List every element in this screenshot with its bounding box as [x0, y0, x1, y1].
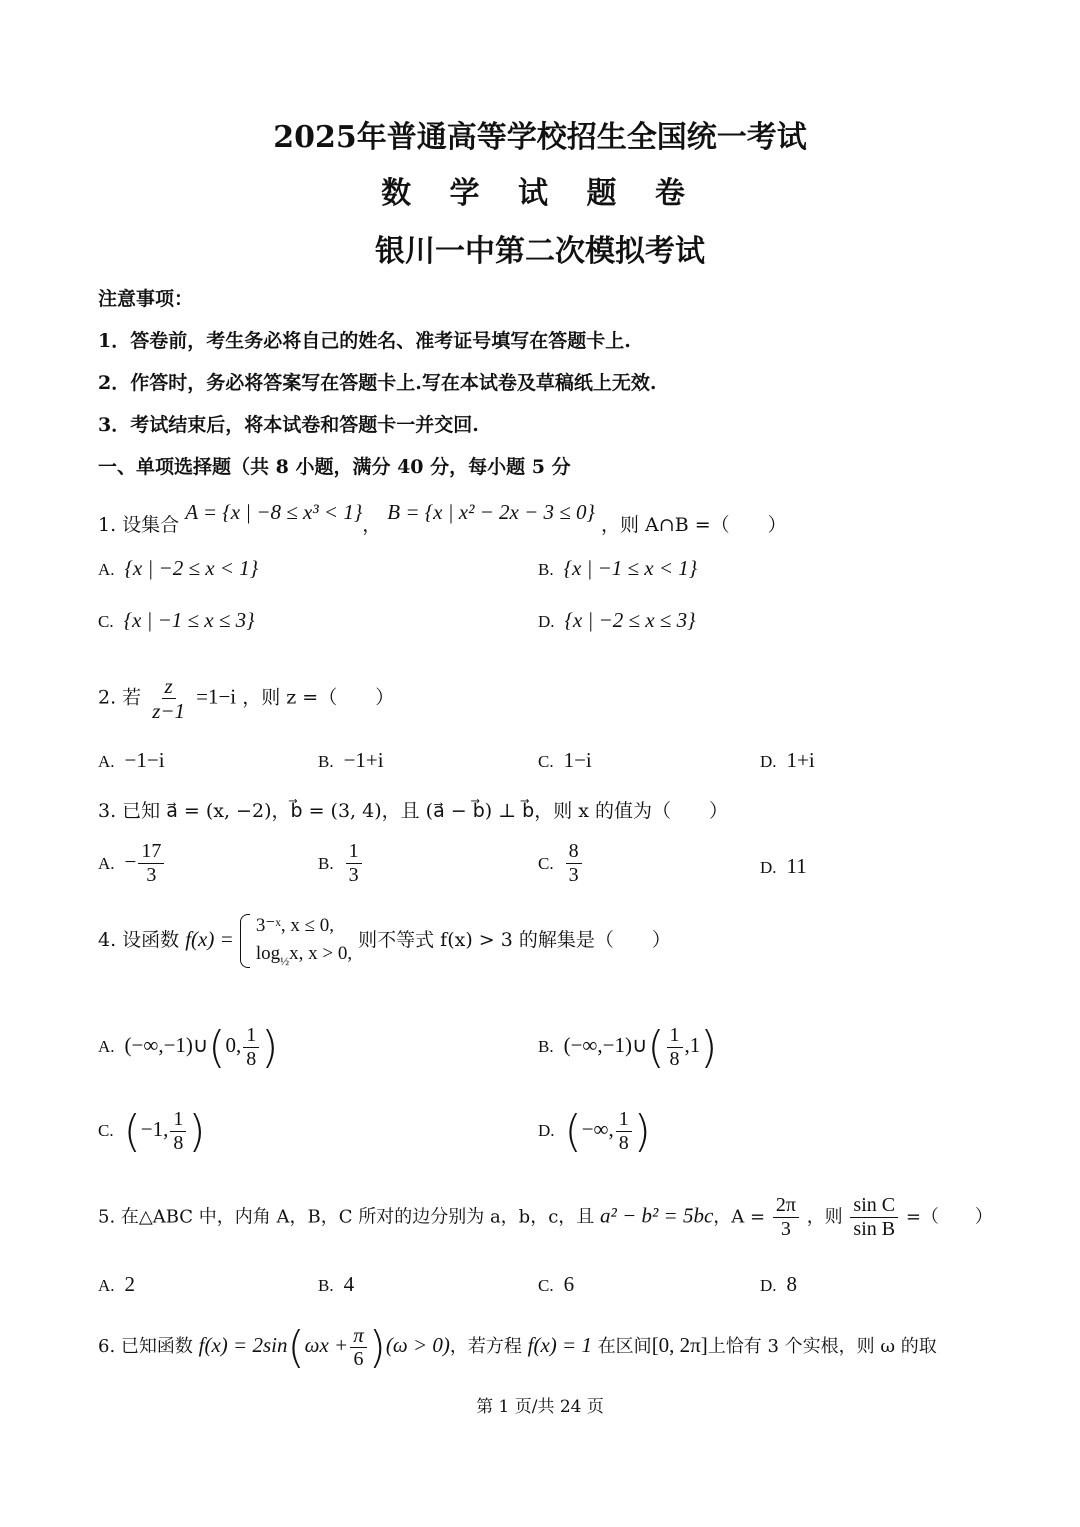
- q2-option-a[interactable]: [98, 748, 165, 773]
- option-label: A.: [98, 1037, 115, 1056]
- q5-ratio-fraction: [850, 1194, 898, 1241]
- option-label: D.: [760, 858, 777, 877]
- q6-inner: ωx +: [304, 1333, 349, 1357]
- fraction-denominator: 3: [348, 864, 359, 886]
- q4-option-d[interactable]: [538, 1106, 651, 1157]
- q1-set-b: B = {x | x² − 2x − 3 ≤ 0}: [387, 500, 595, 524]
- q1-option-c[interactable]: [98, 608, 255, 633]
- option-label: D.: [760, 1276, 777, 1295]
- q4-option-b[interactable]: [538, 1022, 717, 1073]
- right-paren: ): [188, 1106, 206, 1157]
- option-label: C.: [538, 853, 554, 873]
- q5-option-a[interactable]: [98, 1272, 135, 1297]
- left-paren: (: [208, 1022, 226, 1073]
- option-fraction: [346, 840, 362, 887]
- left-brace: [240, 914, 250, 968]
- left-paren: (: [123, 1106, 141, 1157]
- option-text: {x | −2 ≤ x ≤ 3}: [564, 608, 696, 632]
- log-text: log: [255, 942, 281, 964]
- q1-option-a[interactable]: [98, 556, 258, 581]
- q2-suffix: ，则 z =（ ）: [242, 686, 395, 709]
- fraction-denominator: 6: [353, 1348, 364, 1371]
- option-label: B.: [538, 560, 554, 579]
- q3-option-a[interactable]: [98, 840, 166, 887]
- section-heading: 一、单项选择题（共 8 小题，满分 40 分，每小题 5 分: [98, 456, 571, 478]
- exam-school: 银川一中第二次模拟考试: [375, 234, 705, 269]
- q4-piecewise: [240, 912, 352, 970]
- right-paren: ): [700, 1022, 718, 1073]
- q4-prefix: 4. 设函数: [98, 928, 180, 951]
- q1-set-a: A = {x | −8 ≤ x³ < 1}: [185, 500, 363, 524]
- option-label: B.: [318, 853, 334, 873]
- option-text: 8: [786, 1272, 798, 1296]
- question-1: 1. 设集合 A = {x | −8 ≤ x³ < 1}， B = {x | x² − 2x − 3 ≤ 0} ，则 A∩B =（ ）: [98, 500, 787, 536]
- notice-item-1: 1．答卷前，考生务必将自己的姓名、准考证号填写在答题卡上.: [98, 330, 631, 352]
- option-text: 11: [786, 854, 807, 878]
- left-paren: (: [564, 1106, 582, 1157]
- q5-equation: a² − b² = 5bc: [600, 1203, 714, 1228]
- q6-prefix: 6. 已知函数: [98, 1336, 193, 1357]
- option-text: 1+i: [786, 748, 815, 772]
- fraction-numerator: 17: [138, 840, 164, 864]
- option-fraction: [170, 1108, 186, 1155]
- option-fraction: [243, 1024, 259, 1071]
- q2-option-d[interactable]: [760, 748, 815, 773]
- left-paren: (: [647, 1022, 665, 1073]
- q6-equation: f(x) = 1: [527, 1333, 592, 1357]
- option-label: D.: [538, 612, 555, 631]
- option-lead: −∞,: [581, 1117, 614, 1141]
- option-text: −1+i: [343, 748, 384, 772]
- fraction-denominator: 8: [669, 1047, 680, 1070]
- q6-interval: [0, 2π]: [651, 1333, 708, 1357]
- q5-prefix: 5. 在△ABC 中，内角 A，B，C 所对的边分别为 a，b，c，且: [98, 1206, 595, 1228]
- question-6: [98, 1322, 937, 1373]
- option-label: A.: [98, 853, 115, 873]
- fraction-numerator: 1: [170, 1108, 186, 1132]
- option-text: 6: [563, 1272, 575, 1296]
- option-text: 2: [124, 1272, 136, 1296]
- log-rest: x, x > 0,: [289, 942, 353, 964]
- q3-option-b[interactable]: [318, 840, 364, 887]
- q6-mid2: 在区间: [597, 1336, 652, 1357]
- option-text: 4: [343, 1272, 355, 1296]
- question-3: 3. 已知 a⃗ = (x, −2)，b⃗ = (3, 4)，且 (a⃗ − b⃗) ⊥ b⃗，则 x 的值为（ ）: [98, 800, 728, 822]
- fraction-denominator: 3: [780, 1218, 791, 1240]
- q1-suffix: ，则 A∩B =（ ）: [601, 514, 787, 536]
- q6-pi-fraction: [350, 1323, 367, 1371]
- fraction-numerator: 1: [616, 1108, 632, 1132]
- option-label: C.: [538, 1276, 554, 1295]
- option-fraction: [667, 1024, 683, 1071]
- option-prefix: (−∞,−1)∪: [563, 1033, 648, 1057]
- notice-heading: 注意事项：: [98, 288, 194, 310]
- fraction-denominator: 3: [146, 864, 157, 886]
- option-label: C.: [538, 752, 554, 771]
- option-label: B.: [318, 752, 334, 771]
- option-lead: 0,: [225, 1033, 242, 1057]
- fraction-numerator: 8: [566, 840, 582, 864]
- option-text: {x | −1 ≤ x ≤ 3}: [123, 608, 255, 632]
- option-label: A.: [98, 1276, 115, 1295]
- q5-angle-fraction: [773, 1194, 799, 1241]
- left-paren: (: [287, 1322, 305, 1373]
- notice-item-3: 3．考试结束后，将本试卷和答题卡一并交回.: [98, 414, 479, 436]
- q3-option-d[interactable]: [760, 854, 807, 879]
- q5-then: ，则: [806, 1206, 843, 1228]
- question-5: [98, 1194, 993, 1241]
- option-label: B.: [318, 1276, 334, 1295]
- q4-option-a[interactable]: [98, 1022, 278, 1073]
- q4-case-2: [256, 940, 352, 970]
- fraction-denominator: sin B: [853, 1218, 896, 1240]
- option-label: A.: [98, 560, 115, 579]
- exam-title: 2025年普通高等学校招生全国统一考试: [273, 120, 807, 155]
- option-text: 1−i: [563, 748, 592, 772]
- fraction-denominator: z−1: [152, 699, 186, 724]
- q3-option-c[interactable]: [538, 840, 584, 887]
- option-fraction: [138, 840, 164, 887]
- question-2: [98, 674, 394, 723]
- q6-condition: (ω > 0): [385, 1333, 450, 1357]
- fraction-numerator: 2π: [773, 1194, 799, 1218]
- q5-option-c[interactable]: [538, 1272, 574, 1297]
- fraction-numerator: 1: [346, 840, 362, 864]
- option-sign: −: [124, 849, 137, 874]
- fraction-numerator: 1: [667, 1024, 683, 1048]
- q6-suffix: 上恰有 3 个实根，则 ω 的取: [707, 1336, 937, 1357]
- exam-subtitle: 数 学 试 题 卷: [381, 176, 699, 211]
- right-paren: ): [633, 1106, 651, 1157]
- option-label: C.: [98, 612, 114, 631]
- q5-option-b[interactable]: [318, 1272, 354, 1297]
- q1-option-d[interactable]: [538, 608, 695, 633]
- q4-option-c[interactable]: [98, 1106, 206, 1157]
- q2-option-b[interactable]: [318, 748, 384, 773]
- q1-prefix: 1. 设集合: [98, 514, 180, 536]
- log-base: ½: [280, 953, 290, 968]
- right-paren: ): [261, 1022, 279, 1073]
- fraction-denominator: 8: [246, 1047, 257, 1070]
- option-post: ,1: [684, 1033, 701, 1057]
- right-paren: ): [368, 1322, 386, 1373]
- fraction-numerator: 1: [243, 1024, 259, 1048]
- q2-fraction: [149, 674, 188, 723]
- option-text: −1−i: [124, 748, 165, 772]
- q1-option-b[interactable]: [538, 556, 697, 581]
- option-label: B.: [538, 1037, 554, 1056]
- q5-a-eq: ，A =: [713, 1206, 766, 1228]
- option-fraction: [616, 1108, 632, 1155]
- fraction-denominator: 8: [618, 1131, 629, 1154]
- q5-option-d[interactable]: [760, 1272, 797, 1297]
- option-text: {x | −1 ≤ x < 1}: [563, 556, 698, 580]
- option-label: C.: [98, 1121, 114, 1140]
- q4-fx: f(x) =: [185, 926, 234, 951]
- notice-item-2: 2．作答时，务必将答案写在答题卡上.写在本试卷及草稿纸上无效.: [98, 372, 657, 394]
- fraction-numerator: π: [350, 1323, 367, 1348]
- q5-suffix: =（ ）: [905, 1206, 993, 1228]
- q2-rhs: =1−i: [196, 684, 237, 709]
- fraction-denominator: 3: [568, 864, 579, 886]
- q6-function: f(x) = 2sin: [198, 1333, 288, 1357]
- option-text: {x | −2 ≤ x < 1}: [124, 556, 259, 580]
- fraction-numerator: z: [162, 674, 176, 699]
- q2-option-c[interactable]: [538, 748, 592, 773]
- q4-suffix: 则不等式 f(x) > 3 的解集是（ ）: [358, 928, 671, 951]
- option-lead: −1,: [140, 1117, 169, 1141]
- q2-prefix: 2. 若: [98, 686, 142, 709]
- option-prefix: (−∞,−1)∪: [124, 1033, 209, 1057]
- option-label: A.: [98, 752, 115, 771]
- q6-mid: ，若方程: [449, 1336, 522, 1357]
- page-footer: 第 1 页/共 24 页: [476, 1397, 604, 1417]
- question-4: [98, 912, 671, 970]
- option-label: D.: [538, 1121, 555, 1140]
- option-fraction: [566, 840, 582, 887]
- option-label: D.: [760, 752, 777, 771]
- q4-case-1: 3⁻ˣ, x ≤ 0,: [255, 915, 335, 936]
- fraction-denominator: 8: [173, 1131, 184, 1154]
- fraction-numerator: sin C: [850, 1194, 898, 1218]
